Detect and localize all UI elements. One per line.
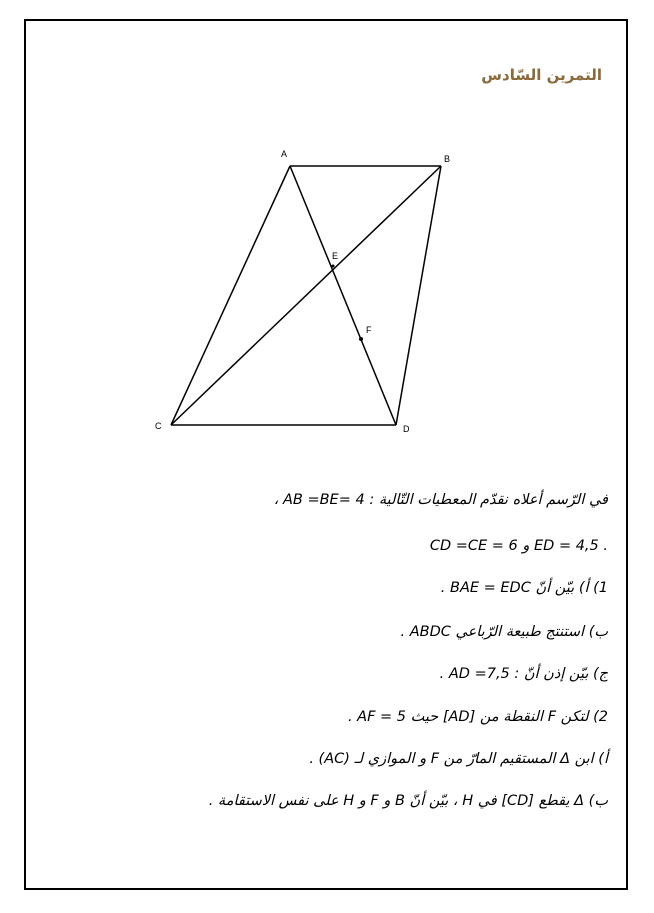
given-data-line-1: في الرّسم أعلاه نقدّم المعطيات التّالية : 4 =AB =BE ،	[273, 492, 608, 508]
question-1c: ج) بيّن إذن أنّ : AD =7,5 .	[439, 666, 608, 682]
question-2a: أ) ابن Δ المستقيم المارّ من F و الموازي لـ (AC) .	[309, 751, 608, 767]
given-data-line-2: . ED = 4,5 و CD =CE = 6	[429, 538, 608, 554]
question-2b: ب) Δ يقطع [CD] في H ، بيّن أنّ B و F و H على نفس الاستقامة .	[208, 793, 608, 809]
label-e: E	[332, 251, 339, 261]
label-b: B	[444, 154, 451, 164]
segment-ac	[171, 166, 290, 425]
point-f-dot	[359, 337, 363, 341]
label-f: F	[366, 325, 372, 335]
question-2: 2) لتكن F النقطة من [AD] حيث AF = 5 .	[347, 709, 608, 725]
question-1a: 1) أ) بيّن أنّ BAE = EDC .	[440, 580, 608, 596]
label-c: C	[155, 421, 162, 431]
segment-bd	[396, 166, 441, 425]
point-e-dot	[332, 265, 335, 268]
label-d: D	[403, 424, 410, 434]
exercise-title: التمرين السّادس	[481, 66, 602, 84]
question-1b: ب) استنتج طبيعة الرّباعي ABDC .	[400, 624, 608, 640]
label-a: A	[281, 149, 288, 159]
